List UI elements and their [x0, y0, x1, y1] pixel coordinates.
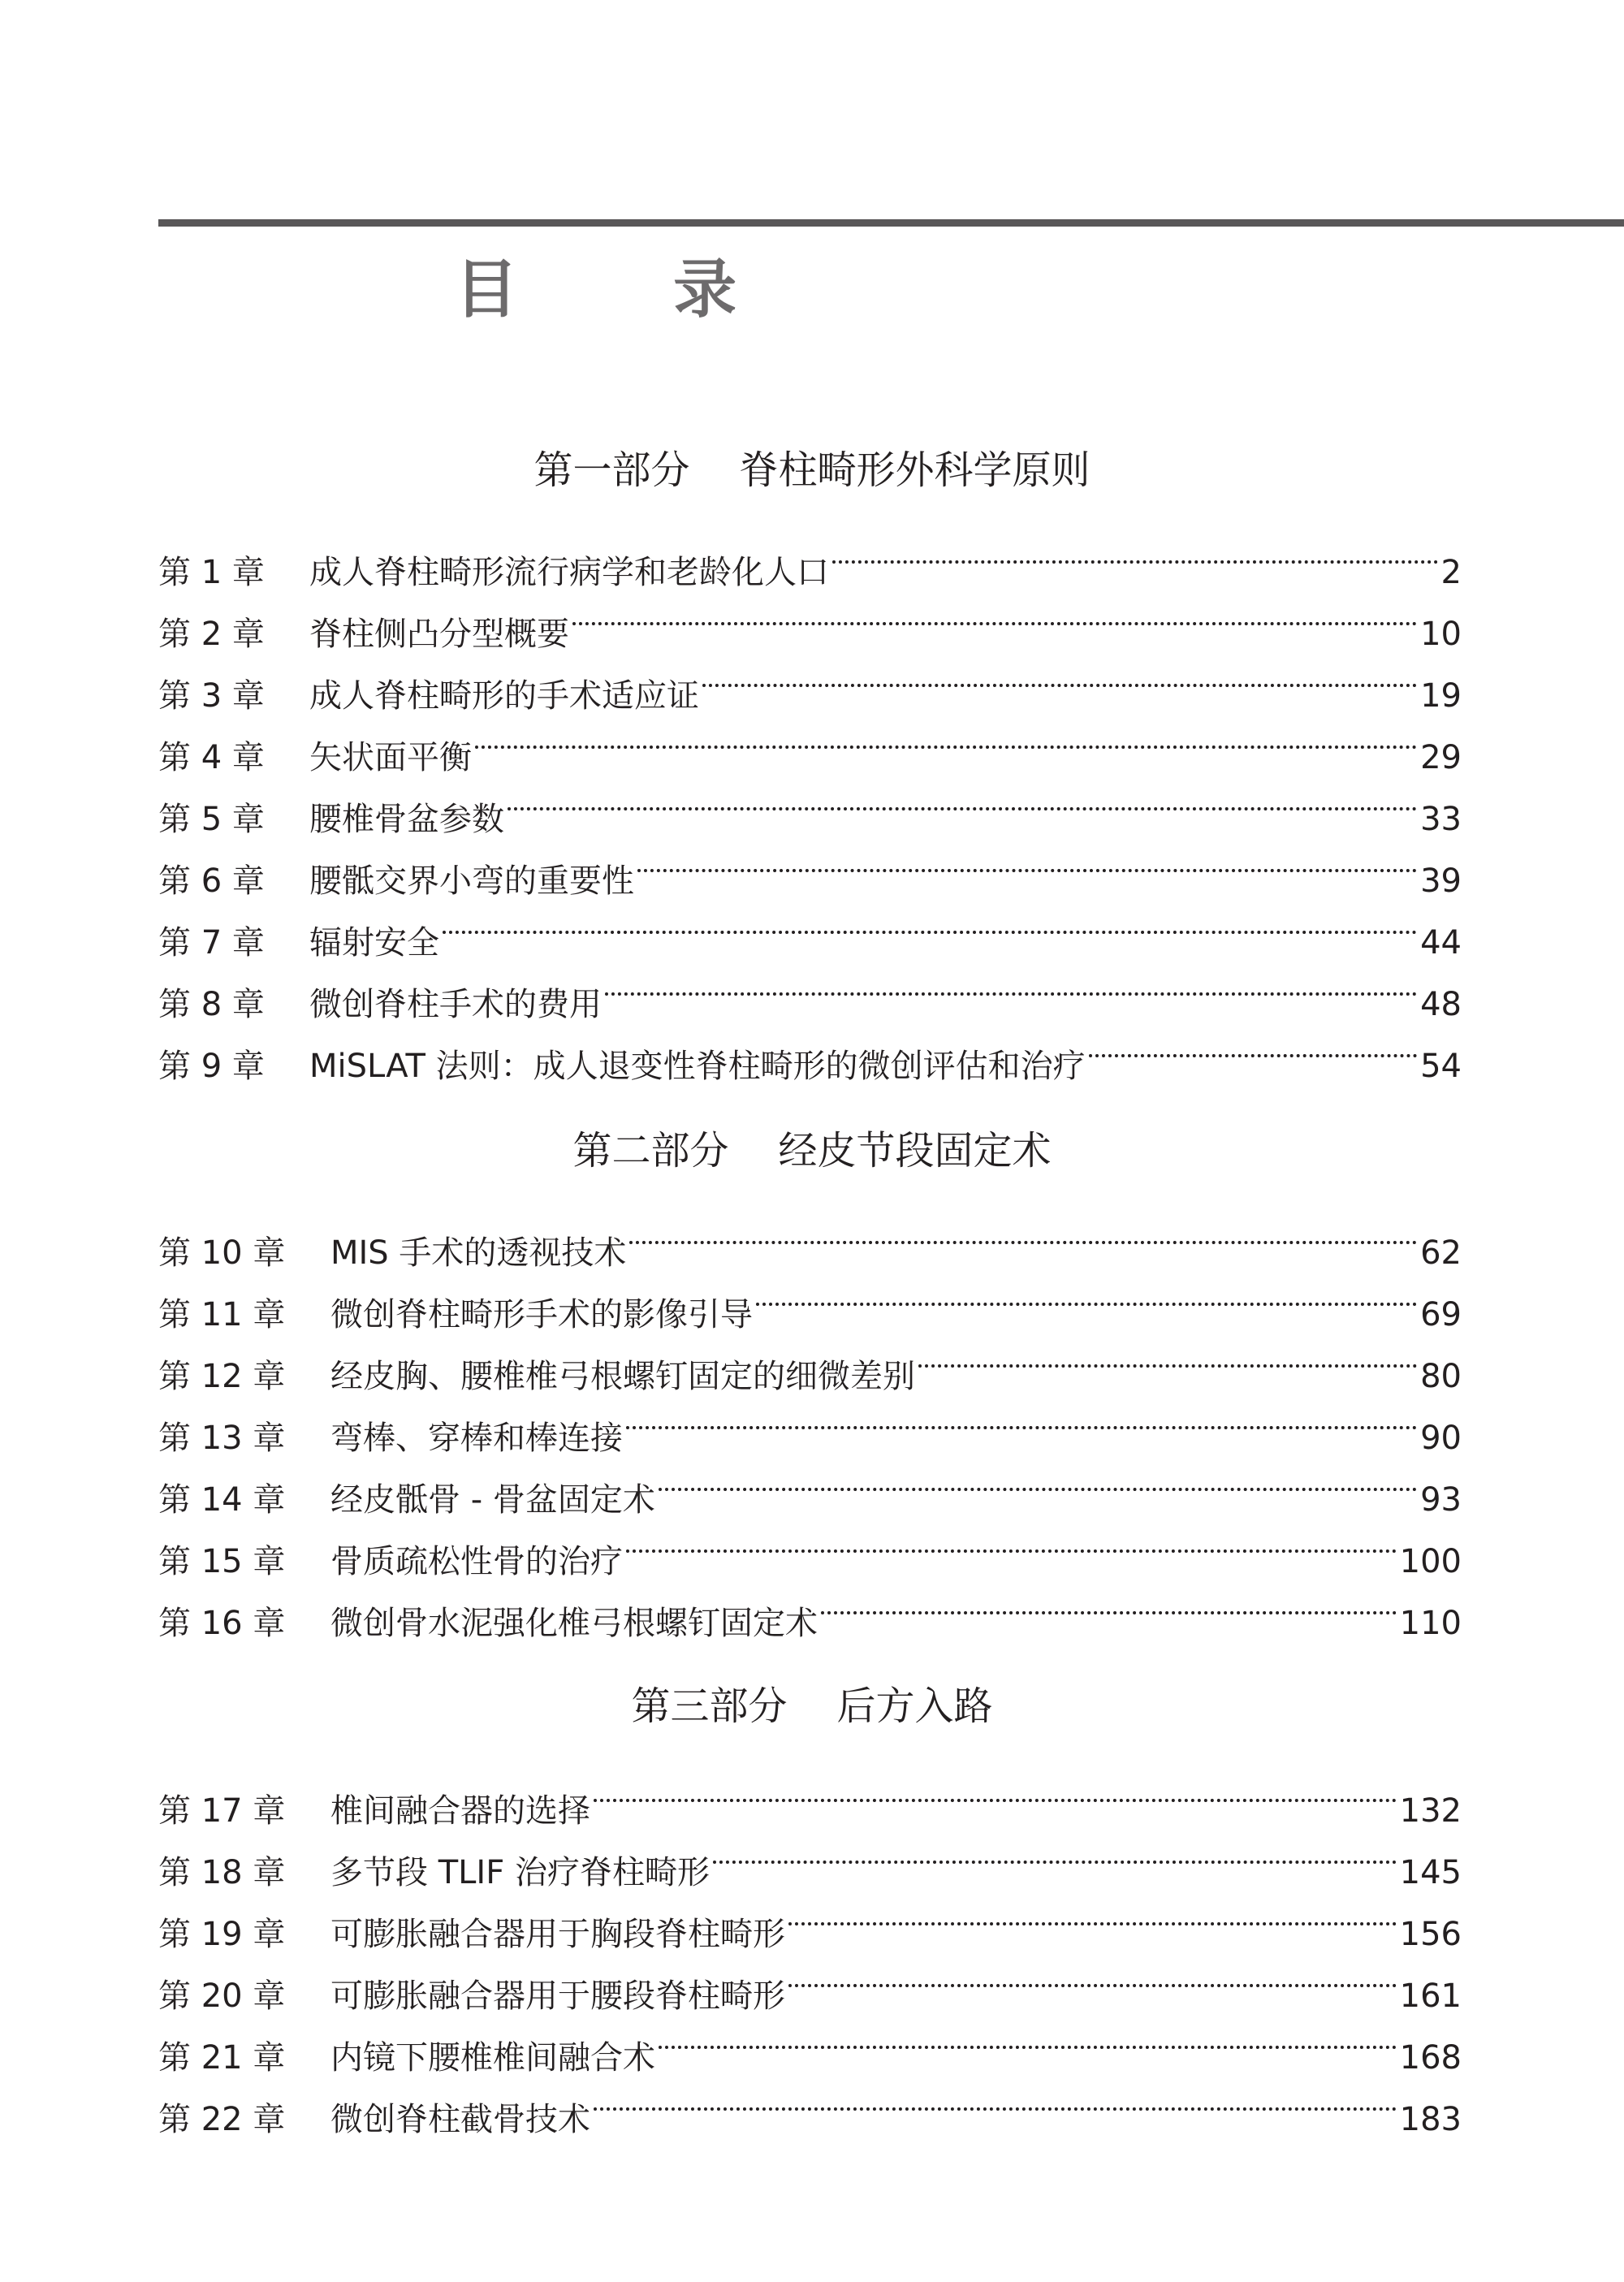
dot-leader	[918, 1325, 1417, 1387]
page-number: 145	[1399, 1854, 1462, 1891]
page-number: 39	[1420, 862, 1462, 900]
page-number: 19	[1420, 677, 1462, 715]
chapter-number: 第 13 章	[158, 1420, 286, 1457]
page-number: 110	[1399, 1605, 1462, 1642]
page-number: 161	[1399, 1977, 1462, 2015]
chapter-number: 第 15 章	[158, 1543, 286, 1580]
chapter-number: 第 10 章	[158, 1234, 286, 1272]
chapter-number: 第 7 章	[158, 924, 265, 962]
dot-leader	[443, 892, 1417, 953]
chapter-number: 第 2 章	[158, 616, 265, 653]
chapter-title: 矢状面平衡	[309, 739, 472, 776]
page-number: 183	[1399, 2101, 1462, 2138]
page-number: 10	[1420, 616, 1462, 653]
chapter-number: 第 17 章	[158, 1792, 286, 1830]
toc-entry[interactable]	[158, 1202, 1462, 1272]
chapter-number: 第 12 章	[158, 1358, 286, 1395]
chapter-number: 第 9 章	[158, 1048, 265, 1085]
dot-leader	[594, 1760, 1397, 1822]
dot-leader	[659, 1449, 1417, 1511]
page-number: 33	[1420, 801, 1462, 838]
chapter-title: 成人脊柱畸形的手术适应证	[309, 677, 699, 715]
chapter-title: 经皮骶骨 - 骨盆固定术	[330, 1481, 655, 1519]
dot-leader	[659, 2007, 1397, 2068]
page-number: 29	[1420, 739, 1462, 776]
dot-leader	[713, 1822, 1397, 1883]
part-heading-1: 第一部分 脊柱畸形外科学原则	[533, 447, 1091, 493]
chapter-number: 第 20 章	[158, 1977, 286, 2015]
page-number: 54	[1420, 1048, 1462, 1085]
chapter-title: MiSLAT 法则：成人退变性脊柱畸形的微创评估和治疗	[309, 1048, 1086, 1085]
dot-leader	[594, 2068, 1397, 2130]
chapter-title: 内镜下腰椎椎间融合术	[330, 2039, 655, 2077]
dot-leader	[508, 768, 1417, 830]
dot-leader	[1089, 1015, 1417, 1077]
page-number: 69	[1420, 1296, 1462, 1333]
page-number: 168	[1399, 2039, 1462, 2077]
chapter-title: 微创骨水泥强化椎弓根螺钉固定术	[330, 1605, 818, 1642]
dot-leader	[756, 1264, 1417, 1325]
page-number: 90	[1420, 1420, 1462, 1457]
chapter-title: 椎间融合器的选择	[330, 1792, 590, 1830]
part-heading-2: 第二部分 经皮节段固定术	[572, 1128, 1052, 1173]
page-number: 100	[1399, 1543, 1462, 1580]
chapter-title: 可膨胀融合器用于胸段脊柱畸形	[330, 1916, 785, 1953]
chapter-title: 经皮胸、腰椎椎弓根螺钉固定的细微差别	[330, 1358, 915, 1395]
part-heading-3: 第三部分 后方入路	[631, 1683, 993, 1729]
page-number: 62	[1420, 1234, 1462, 1272]
page-title: 目 录	[455, 253, 804, 326]
page-number: 2	[1440, 554, 1462, 591]
chapter-number: 第 6 章	[158, 862, 265, 900]
toc-entry[interactable]	[158, 1760, 1462, 1830]
chapter-title: 脊柱侧凸分型概要	[309, 616, 569, 653]
page-number: 80	[1420, 1358, 1462, 1395]
chapter-number: 第 11 章	[158, 1296, 286, 1333]
chapter-number: 第 14 章	[158, 1481, 286, 1519]
chapter-title: 腰骶交界小弯的重要性	[309, 862, 634, 900]
chapter-title: 微创脊柱畸形手术的影像引导	[330, 1296, 753, 1333]
chapter-title: 腰椎骨盆参数	[309, 801, 504, 838]
chapter-title: 微创脊柱截骨技术	[330, 2101, 590, 2138]
toc-entry[interactable]	[158, 521, 1462, 591]
dot-leader	[788, 1945, 1397, 2007]
chapter-number: 第 4 章	[158, 739, 265, 776]
chapter-title: MIS 手术的透视技术	[330, 1234, 627, 1272]
chapter-number: 第 16 章	[158, 1605, 286, 1642]
chapter-title: 弯棒、穿棒和棒连接	[330, 1420, 623, 1457]
chapter-number: 第 18 章	[158, 1854, 286, 1891]
chapter-title: 微创脊柱手术的费用	[309, 986, 602, 1023]
chapter-number: 第 19 章	[158, 1916, 286, 1953]
page-number: 156	[1399, 1916, 1462, 1953]
dot-leader	[475, 707, 1417, 768]
dot-leader	[629, 1202, 1417, 1264]
page-number: 44	[1420, 924, 1462, 962]
toc-list-part-1	[158, 521, 1462, 1085]
chapter-number: 第 8 章	[158, 986, 265, 1023]
chapter-title: 成人脊柱畸形流行病学和老龄化人口	[309, 554, 829, 591]
top-rule	[158, 219, 1624, 227]
chapter-number: 第 1 章	[158, 554, 265, 591]
chapter-title: 辐射安全	[309, 924, 439, 962]
page-number: 93	[1420, 1481, 1462, 1519]
toc-list-part-3	[158, 1760, 1462, 2138]
chapter-title: 多节段 TLIF 治疗脊柱畸形	[330, 1854, 710, 1891]
dot-leader	[702, 645, 1417, 707]
chapter-number: 第 22 章	[158, 2101, 286, 2138]
chapter-title: 骨质疏松性骨的治疗	[330, 1543, 623, 1580]
dot-leader	[626, 1387, 1417, 1449]
page-number: 132	[1399, 1792, 1462, 1830]
dot-leader	[637, 830, 1417, 892]
chapter-number: 第 21 章	[158, 2039, 286, 2077]
dot-leader	[626, 1511, 1397, 1572]
dot-leader	[605, 953, 1417, 1015]
dot-leader	[821, 1572, 1397, 1634]
chapter-number: 第 3 章	[158, 677, 265, 715]
chapter-number: 第 5 章	[158, 801, 265, 838]
page-number: 48	[1420, 986, 1462, 1023]
chapter-title: 可膨胀融合器用于腰段脊柱畸形	[330, 1977, 785, 2015]
dot-leader	[788, 1883, 1397, 1945]
dot-leader	[572, 583, 1417, 645]
dot-leader	[832, 521, 1438, 583]
toc-list-part-2	[158, 1202, 1462, 1642]
